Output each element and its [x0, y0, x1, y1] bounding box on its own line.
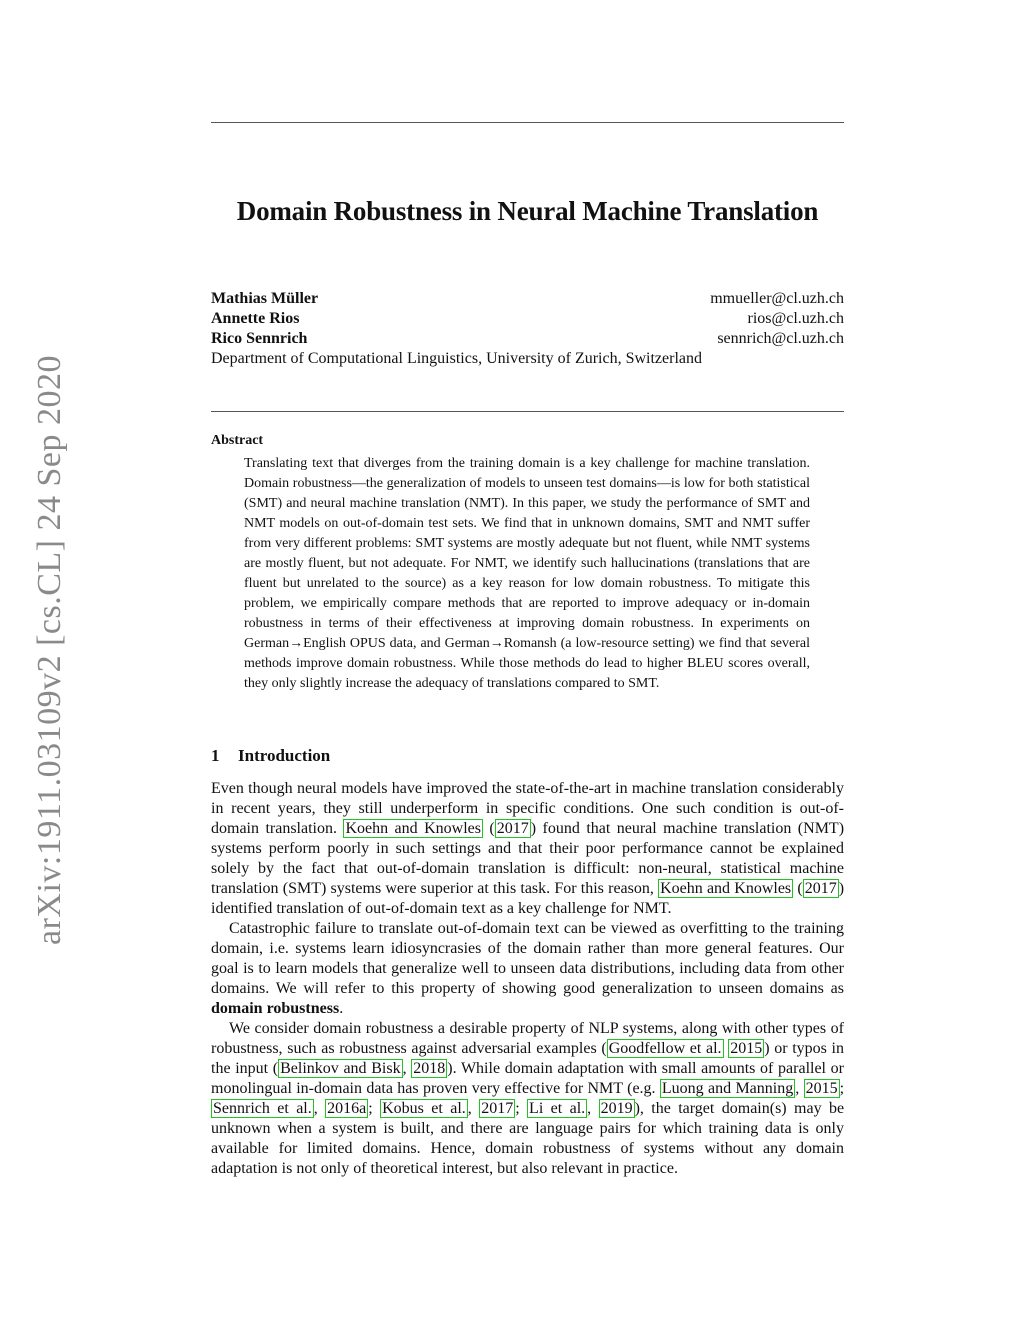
- bold-term: domain robustness: [211, 1000, 340, 1017]
- text-run: ) or typos in the input (: [211, 1040, 844, 1077]
- text-run: ). While domain adaptation with small amounts of parallel or monolingual in-domain data has proven very effective for NMT (e.g.: [211, 1060, 844, 1097]
- citation-link[interactable]: Koehn and Knowles: [660, 880, 792, 897]
- citation-year-link[interactable]: 2017: [804, 880, 837, 897]
- citation-link[interactable]: Koehn and Knowles: [345, 820, 481, 837]
- bottom-rule: [211, 411, 844, 412]
- author-row: [211, 329, 844, 349]
- text-run: ,: [313, 1100, 326, 1117]
- author-row: [211, 309, 844, 329]
- citation-link[interactable]: Goodfellow et al.: [608, 1040, 722, 1057]
- citation-link[interactable]: Sennrich et al.: [213, 1100, 312, 1117]
- paragraph: [211, 779, 844, 919]
- top-rule: [211, 122, 844, 123]
- citation-year-link[interactable]: 2015: [805, 1080, 838, 1097]
- citation-link[interactable]: Luong and Manning: [661, 1080, 794, 1097]
- author-email[interactable]: rios@cl.uzh.ch: [747, 310, 844, 327]
- author-affiliation: Department of Computational Linguistics, University of Zurich, Switzerland: [211, 350, 703, 367]
- text-run: ;: [368, 1100, 381, 1117]
- author-row: [211, 289, 844, 309]
- paragraph: [211, 1019, 844, 1179]
- author-name: Annette Rios: [211, 310, 300, 327]
- text-run: Even though neural models have improved the state-of-the-art in machine translation considerably in recent years, they still underperform in specific conditions. One such condition is out-of-domain translation.: [211, 780, 844, 837]
- citation-year-link[interactable]: 2019: [600, 1100, 633, 1117]
- text-run: ,: [467, 1100, 480, 1117]
- section-number: 1: [211, 746, 220, 765]
- author-name: Mathias Müller: [211, 290, 319, 307]
- text-run: .: [339, 1000, 344, 1017]
- citation-link[interactable]: Li et al.: [529, 1100, 586, 1117]
- author-name: Rico Sennrich: [211, 330, 308, 347]
- arxiv-identifier-stamp: arXiv:1911.03109v2 [cs.CL] 24 Sep 2020: [31, 354, 68, 946]
- citation-year-link[interactable]: 2016a: [327, 1100, 367, 1117]
- citation-year-link[interactable]: 2015: [730, 1040, 763, 1057]
- text-run: ;: [839, 1080, 845, 1097]
- abstract-text: Translating text that diverges from the training domain is a key challenge for machine translation. Domain robustness—the generalization of models to unseen test domains—is low for both statistical (SMT) and neural machine translation (NMT). In this paper, we study the performance of SMT and NMT models on out-of-domain test sets. We find that in unknown domains, SMT and NMT suffer from very different problems: SMT systems are mostly adequate but not fluent, while NMT systems are mostly fluent, but not adequate. For NMT, we identify such hallucinations (translations that are fluent but unrelated to the source) as a key reason for low domain robustness. To mitigate this problem, we empirically compare methods that are reported to improve adequacy or in-domain robustness in terms of their effectiveness at improving domain robustness. In experiments on German→English OPUS data, and German→Romansh (a low-resource setting) we find that several methods improve domain robustness. While those methods do lead to higher BLEU scores overall, they only slightly increase the adequacy of translations compared to SMT.: [244, 456, 810, 691]
- text-run: We consider domain robustness a desirable property of NLP systems, along with other types of robustness, such as robustness against adversarial examples (: [211, 1020, 844, 1057]
- text-run: ) found that neural machine translation (NMT) systems perform poorly in such settings and that their poor performance cannot be explained solely by the fact that out-of-domain translation is difficult: non-neural, statistical machine translation (SMT) systems were superior at this task. For this reason,: [211, 820, 845, 897]
- text-run: ,: [587, 1100, 599, 1117]
- author-email[interactable]: sennrich@cl.uzh.ch: [717, 330, 844, 347]
- citation-link[interactable]: Belinkov and Bisk: [280, 1060, 401, 1077]
- text-run: ;: [515, 1100, 528, 1117]
- introduction-body: [211, 779, 844, 1179]
- abstract-heading: Abstract: [211, 433, 264, 448]
- citation-link[interactable]: Kobus et al.: [382, 1100, 466, 1117]
- section-heading-introduction: [211, 745, 330, 767]
- text-run: ,: [402, 1060, 412, 1077]
- text-run: (: [482, 820, 495, 837]
- citation-year-link[interactable]: 2018: [413, 1060, 446, 1077]
- text-run: ) identified translation of out-of-domain text as a key challenge for NMT.: [211, 880, 845, 917]
- citation-year-link[interactable]: 2017: [481, 1100, 514, 1117]
- citation-year-link[interactable]: 2017: [496, 820, 529, 837]
- text-run: Catastrophic failure to translate out-of-domain text can be viewed as overfitting to the training domain, i.e. systems learn idiosyncrasies of the domain rather than more general features. Our goal is to learn models that generalize well to unseen data distributions, including data from other domains. We will refer to this property of showing good generalization to unseen domains as: [211, 920, 844, 997]
- paper-title: Domain Robustness in Neural Machine Translation: [236, 196, 819, 226]
- author-email[interactable]: mmueller@cl.uzh.ch: [710, 290, 844, 307]
- section-title: Introduction: [238, 746, 331, 765]
- text-run: (: [793, 880, 803, 897]
- text-run: ), the target domain(s) may be unknown when a system is built, and there are language pairs for which training data is only available for limited domains. Hence, domain robustness of systems without any domain adaptation is not only of theoretical interest, but also relevant in practice.: [211, 1100, 845, 1177]
- text-run: ,: [795, 1080, 804, 1097]
- paragraph: [211, 919, 844, 1019]
